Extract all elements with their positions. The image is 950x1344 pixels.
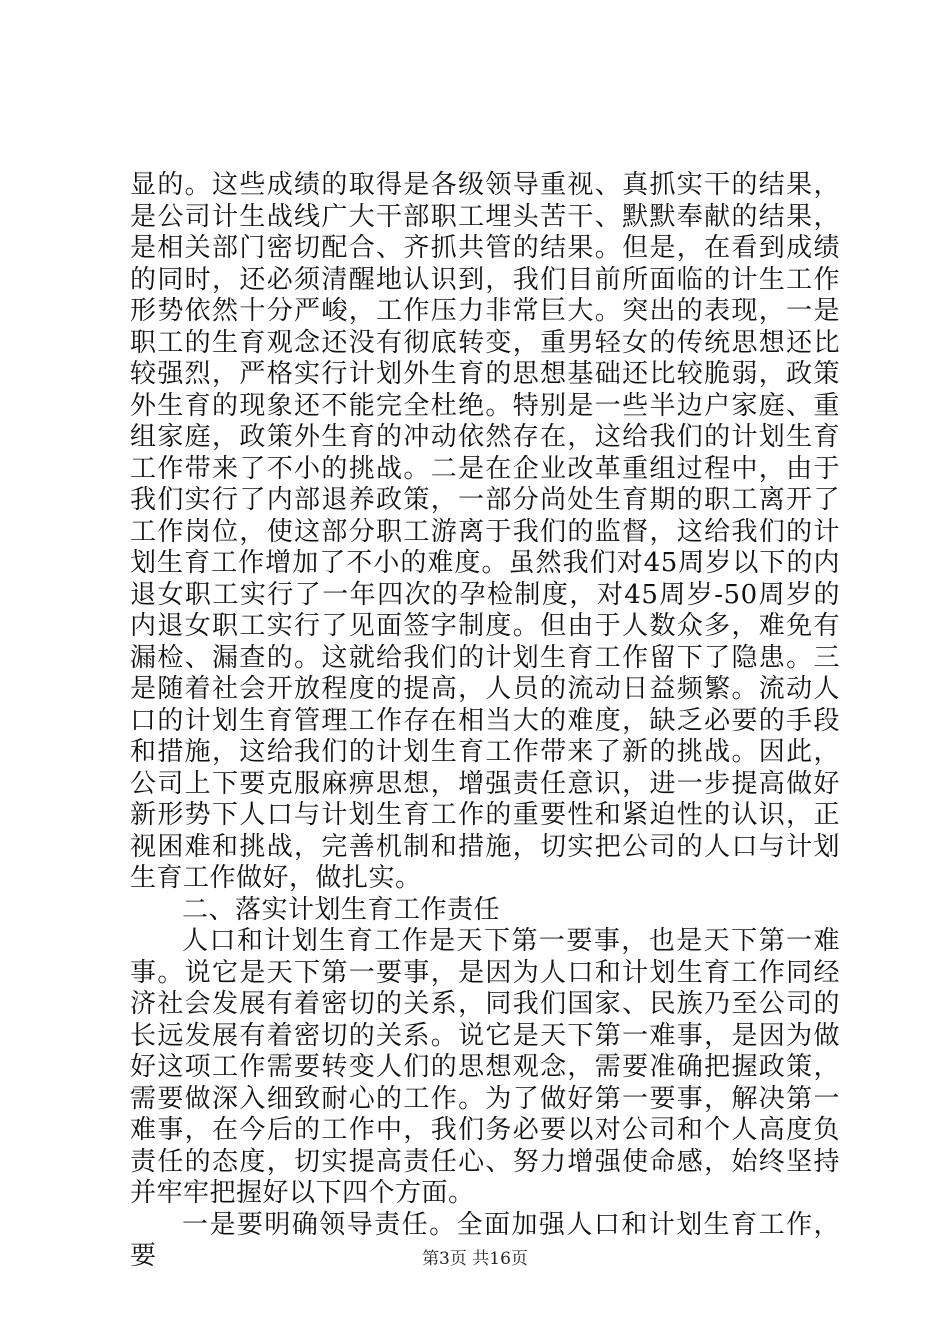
paragraph-continued: 显的。这些成绩的取得是各级领导重视、真抓实干的结果，是公司计生战线广大干部职工埋头苦干、默默奉献的结果，是相关部门密切配合、齐抓共管的结果。但是，在看到成绩的同时，还必须清醒地认识到，我们目前所面临的计生工作形势依然十分严峻，工作压力非常巨大。突出的表现，一是职工的生育观念还没有彻底转变，重男轻女的传统思想还比较强烈，严格实行计划外生育的思想基础还比较脆弱，政策外生育的现象还不能完全杜绝。特别是一些半边户家庭、重组家庭，政策外生育的冲动依然存在，这给我们的计划生育工作带来了不小的挑战。二是在企业改革重组过程中，由于我们实行了内部退养政策，一部分尚处生育期的职工离开了工作岗位，使这部分职工游离于我们的监督，这给我们的计划生育工作增加了不小的难度。虽然我们对45周岁以下的内退女职工实行了一年四次的孕检制度，对45周岁-50周岁的内退女职工实行了见面签字制度。但由于人数众多，难免有漏检、漏查的。这就给我们的计划生育工作留下了隐患。三是随着社会开放程度的提高，人员的流动日益频繁。流动人口的计划生育管理工作存在相当大的难度，缺乏必要的手段和措施，这给我们的计划生育工作带来了新的挑战。因此，公司上下要克服麻痹思想，增强责任意识，进一步提高做好新形势下人口与计划生育工作的重要性和紧迫性的认识，正视困难和挑战，完善机制和措施，切实把公司的人口与计划生育工作做好，做扎实。 xyxy=(130,170,840,893)
page-footer: 第3页 共16页 xyxy=(422,1249,528,1269)
document-body xyxy=(130,170,840,1273)
paragraph: 人口和计划生育工作是天下第一要事，也是天下第一难事。说它是天下第一要事，是因为人口和计划生育工作同经济社会发展有着密切的关系，同我们国家、民族乃至公司的长远发展有着密切的关系。说它是天下第一难事，是因为做好这项工作需要转变人们的思想观念，需要准确把握政策，需要做深入细致耐心的工作。为了做好第一要事，解决第一难事，在今后的工作中，我们务必要以对公司和个人高度负责任的态度，切实提高责任心、努力增强使命感，始终坚持并牢牢把握好以下四个方面。 xyxy=(130,926,840,1208)
paragraph: 一是要明确领导责任。全面加强人口和计划生育工作，要 xyxy=(130,1209,840,1271)
section-heading: 二、落实计划生育工作责任 xyxy=(182,894,501,925)
